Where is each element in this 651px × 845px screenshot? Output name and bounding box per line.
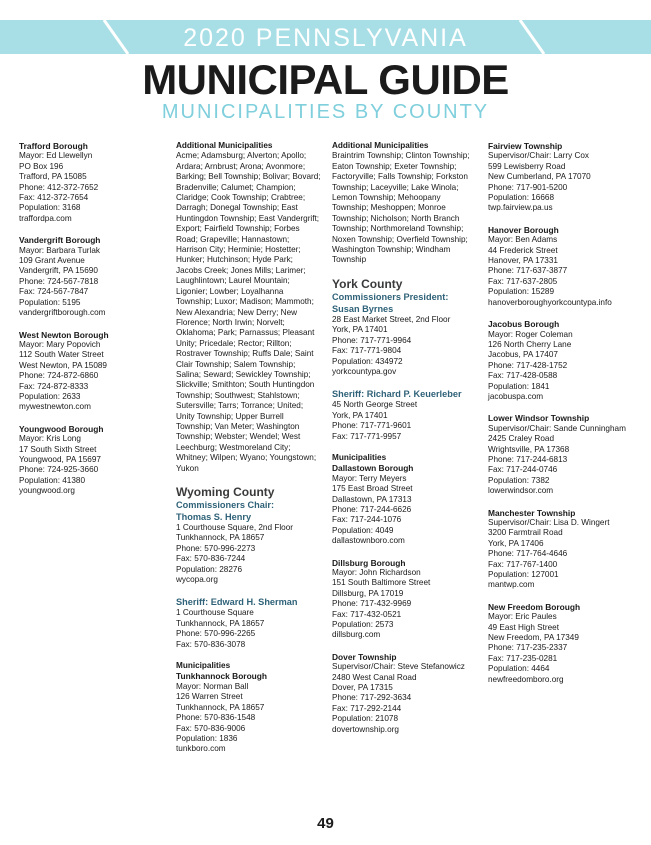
- contact-line: Phone: 717-244-6813: [488, 454, 568, 464]
- contact-line: Population: 21078: [332, 714, 399, 724]
- contact-line: Fax: 570-836-3078: [176, 639, 246, 649]
- contact-line: Fax: 717-428-0588: [488, 371, 558, 381]
- municipality-name: West Newton Borough: [19, 329, 109, 340]
- municipality-entry: [176, 671, 321, 754]
- municipality-entry: [332, 558, 476, 641]
- column-1: [19, 141, 151, 508]
- contact-line: West Newton, PA 15089: [19, 360, 107, 370]
- contact-line: Population: 41380: [19, 475, 86, 485]
- contact-line: jacobuspa.com: [488, 391, 544, 401]
- banner-title: 2020 PENNSLYVANIA: [183, 24, 468, 52]
- contact-line: Phone: 570-996-2273: [176, 543, 256, 553]
- contact-line: Population: 4049: [332, 525, 394, 535]
- sheriff-label: Sheriff: Edward H. Sherman: [176, 597, 298, 608]
- contact-line: Phone: 570-996-2265: [176, 629, 256, 639]
- contact-line: Population: 4464: [488, 664, 550, 674]
- column-4: [488, 141, 632, 696]
- contact-line: Fax: 717-771-9957: [332, 431, 402, 441]
- contact-line: 126 North Cherry Lane: [488, 339, 572, 349]
- contact-line: Vandergrift, PA 15690: [19, 266, 98, 276]
- contact-line: Mayor: Roger Coleman: [488, 329, 573, 339]
- contact-line: Mayor: Kris Long: [19, 434, 81, 444]
- municipality-entry: [488, 319, 632, 402]
- commissioner-contact: [332, 315, 476, 377]
- contact-line: Phone: 717-428-1752: [488, 360, 568, 370]
- commissioner-contact: [176, 523, 321, 585]
- contact-line: mantwp.com: [488, 580, 535, 590]
- municipality-entry: [488, 508, 632, 591]
- contact-line: Fax: 717-771-9804: [332, 346, 402, 356]
- contact-line: Population: 434972: [332, 356, 403, 366]
- municipality-name: Dillsburg Borough: [332, 557, 406, 568]
- contact-line: 17 South Sixth Street: [19, 444, 97, 454]
- contact-line: York, PA 17401: [332, 325, 388, 335]
- contact-line: lowerwindsor.com: [488, 486, 554, 496]
- contact-line: Population: 2633: [19, 391, 81, 401]
- municipality-name: Jacobus Borough: [488, 319, 560, 330]
- contact-line: Phone: 724-872-6860: [19, 371, 99, 381]
- contact-line: yorkcountypa.gov: [332, 366, 397, 376]
- municipalities-label: Municipalities: [332, 452, 387, 462]
- col2-entries: [176, 671, 321, 754]
- contact-line: wycopa.org: [176, 575, 218, 585]
- municipalities-label: Municipalities: [176, 661, 231, 671]
- contact-line: Population: 15289: [488, 287, 555, 297]
- contact-line: 1 Courthouse Square, 2nd Floor: [176, 523, 293, 532]
- contact-line: Population: 127001: [488, 570, 559, 580]
- additional-municipalities-heading: Additional Municipalities: [332, 141, 429, 150]
- contact-line: vandergriftborough.com: [19, 308, 106, 318]
- contact-line: Phone: 724-925-3660: [19, 465, 99, 475]
- municipality-name: New Freedom Borough: [488, 601, 581, 612]
- contact-line: Population: 1841: [488, 381, 550, 391]
- contact-line: Mayor: Ben Adams: [488, 235, 558, 245]
- contact-line: Fax: 412-372-7654: [19, 193, 89, 203]
- contact-line: 44 Frederick Street: [488, 245, 558, 255]
- contact-line: Tunkhannock, PA 18657: [176, 533, 265, 543]
- contact-line: Supervisor/Chair: Lisa D. Wingert: [488, 518, 610, 527]
- header-banner: [0, 0, 651, 54]
- contact-line: 45 North George Street: [332, 400, 418, 410]
- contact-line: tunkboro.com: [176, 744, 226, 754]
- contact-line: 49 East High Street: [488, 622, 559, 632]
- contact-line: Fax: 717-244-1076: [332, 515, 402, 525]
- contact-line: Mayor: Ed Llewellyn: [19, 151, 93, 161]
- col4-entries: [488, 141, 632, 685]
- contact-line: 109 Grant Avenue: [19, 256, 85, 266]
- contact-line: dillsburg.com: [332, 630, 381, 640]
- contact-line: Mayor: Barbara Turlak: [19, 245, 100, 255]
- contact-line: Mayor: Terry Meyers: [332, 473, 407, 483]
- page-subtitle: MUNICIPALITIES BY COUNTY: [161, 101, 490, 123]
- contact-line: Supervisor/Chair: Sande Cunningham: [488, 423, 626, 433]
- municipality-name: Manchester Township: [488, 507, 576, 518]
- contact-line: 2425 Craley Road: [488, 434, 554, 444]
- commissioners-label: Commissioners Chair:: [176, 500, 275, 510]
- contact-line: 2480 West Canal Road: [332, 672, 417, 682]
- municipality-entry: [332, 652, 476, 735]
- contact-line: youngwood.org: [19, 486, 75, 496]
- contact-line: mywestnewton.com: [19, 402, 91, 412]
- municipality-name: Tunkhannock Borough: [176, 671, 268, 682]
- contact-line: Mayor: Norman Ball: [176, 681, 249, 691]
- municipality-name: Hanover Borough: [488, 224, 559, 235]
- contact-line: 599 Lewisberry Road: [488, 161, 566, 171]
- contact-line: Tunkhannock, PA 18657: [176, 618, 265, 628]
- page-title: MUNICIPAL GUIDE: [142, 56, 509, 103]
- municipality-name: Dover Township: [332, 651, 397, 662]
- contact-line: New Cumberland, PA 17070: [488, 172, 591, 182]
- contact-line: 175 East Broad Street: [332, 484, 413, 494]
- municipality-name: Fairview Township: [488, 141, 563, 151]
- municipality-entry: [19, 141, 151, 224]
- contact-line: Fax: 717-637-2805: [488, 276, 558, 286]
- contact-line: Mayor: John Richardson: [332, 568, 421, 577]
- contact-line: Mayor: Mary Popovich: [19, 339, 101, 349]
- commissioner-name: Thomas S. Henry: [176, 512, 252, 522]
- contact-line: Fax: 717-244-0746: [488, 465, 558, 475]
- contact-line: Tunkhannock, PA 18657: [176, 702, 265, 712]
- additional-municipalities-list: Acme; Adamsburg; Alverton; Apollo; Ardara; Arnbrust; Arona; Avonmore; Barking; Bell Township; Bolivar; Bovard; Bradenville; Calumet; Champion; Claridge; Cook Township; Crabtree; Darragh; Donegal Township; East Huntingdon Township; East Vandergrift; Export; Fairfield Township; Forbes Road; Grapeville; Hannastown; Harrison City; Herminie; Hostetter; Hunker; Hutchinson; Hyde Park; Jacobs Creek; Jones Mills; Larimer; Laughlintown; Laurel Mountain; Ligonier; Lowber; Loyalhanna Township; Luxor; Madison; Mammoth; New Alexandria; New Derry; New Florence; North Irwin; Norvelt; Oklahoma; Park; Parnassus; Pleasant Unity; Pricedale; Rector; Rillton; Rostraver Township; Ruffs Dale; Saint Clair Township; Salem Township; Salina; Seward; Sewickley Township; Slickville; Smithton; South Huntingdon Township; Southwest; Stahlstown; Sutersville; Tarrs; Torrance; United; Unity Township; Upper Burrell Township; Van Meter; Washington Township; Webster; Wendel; West Leechburg; Westmoreland City; Whitney; Wilpen; Wyano; Youngstown; Yukon: [176, 151, 321, 473]
- contact-line: Trafford, PA 15085: [19, 172, 87, 182]
- contact-line: Phone: 717-244-6626: [332, 504, 412, 514]
- contact-line: PO Box 196: [19, 161, 64, 171]
- contact-line: Phone: 717-432-9969: [332, 599, 412, 609]
- contact-line: Fax: 724-872-8333: [19, 381, 89, 391]
- municipality-name: Vandergrift Borough: [19, 235, 101, 246]
- contact-line: Mayor: Eric Paules: [488, 612, 557, 622]
- contact-line: Population: 5195: [19, 297, 81, 307]
- sheriff-label: Sheriff: Richard P. Keuerleber: [332, 389, 462, 400]
- contact-line: Population: 16668: [488, 193, 555, 203]
- municipality-name: Trafford Borough: [19, 141, 88, 151]
- contact-line: 28 East Market Street, 2nd Floor: [332, 314, 451, 324]
- municipality-name: Dallastown Borough: [332, 463, 414, 474]
- page-number: 49: [317, 815, 334, 832]
- municipality-name: Lower Windsor Township: [488, 413, 590, 424]
- contact-line: 1 Courthouse Square: [176, 608, 254, 618]
- contact-line: Phone: 717-764-4646: [488, 549, 568, 559]
- contact-line: Fax: 717-235-0281: [488, 653, 558, 663]
- contact-line: Fax: 717-432-0521: [332, 609, 402, 619]
- column-2: [176, 141, 321, 766]
- contact-line: Youngwood, PA 15697: [19, 454, 101, 464]
- contact-line: Phone: 717-771-9601: [332, 421, 412, 431]
- municipality-entry: [488, 413, 632, 496]
- contact-line: Wrightsville, PA 17368: [488, 444, 570, 454]
- column-3: [332, 141, 476, 746]
- municipality-entry: [332, 463, 476, 546]
- contact-line: Phone: 717-235-2337: [488, 643, 568, 653]
- contact-line: Phone: 717-292-3634: [332, 693, 412, 703]
- commissioners-label: Commissioners President:: [332, 291, 449, 302]
- additional-municipalities-heading: Additional Municipalities: [176, 141, 273, 150]
- contact-line: Phone: 717-771-9964: [332, 335, 412, 345]
- contact-line: Fax: 570-836-9006: [176, 723, 246, 733]
- municipality-entry: [19, 424, 151, 497]
- contact-line: hanoverboroughyorkcountypa.info: [488, 297, 612, 307]
- contact-line: Population: 7382: [488, 475, 550, 485]
- col3-entries: [332, 463, 476, 735]
- contact-line: Phone: 412-372-7652: [19, 182, 99, 192]
- contact-line: Jacobus, PA 17407: [488, 350, 558, 360]
- municipality-name: Youngwood Borough: [19, 423, 104, 434]
- contact-line: 126 Warren Street: [176, 692, 243, 702]
- contact-line: 3200 Farmtrail Road: [488, 528, 563, 538]
- contact-line: newfreedomboro.org: [488, 674, 564, 684]
- contact-line: dovertownship.org: [332, 724, 399, 734]
- contact-line: Population: 28276: [176, 564, 243, 574]
- contact-line: Population: 3168: [19, 203, 81, 213]
- contact-line: Fax: 570-836-7244: [176, 554, 246, 564]
- additional-municipalities-list: Braintrim Township; Clinton Township; Eaton Township; Exeter Township; Factoryville; Falls Township; Forkston Township; Laceyville; Lake Winola; Lemon Township; Mehoopany Township; Meshoppen; Monroe Township; Nicholson; North Branch Township; Northmoreland Township; Noxen Township; Overfield Township; Washington Township; Windham Township: [332, 151, 470, 265]
- contact-line: York, PA 17406: [488, 538, 544, 548]
- contact-line: Dallastown, PA 17313: [332, 494, 412, 504]
- contact-line: New Freedom, PA 17349: [488, 633, 579, 643]
- county-name: Wyoming County: [176, 485, 275, 499]
- municipality-entry: [19, 330, 151, 413]
- contact-line: Phone: 724-567-7818: [19, 276, 99, 286]
- contact-line: twp.fairview.pa.us: [488, 203, 553, 213]
- contact-line: Population: 1836: [176, 733, 238, 743]
- county-name: York County: [332, 276, 403, 291]
- municipality-entry: [19, 235, 151, 318]
- commissioner-name: Susan Byrnes: [332, 303, 394, 314]
- contact-line: Dover, PA 17315: [332, 683, 393, 693]
- contact-line: 151 South Baltimore Street: [332, 578, 431, 588]
- contact-line: York, PA 17401: [332, 410, 388, 420]
- contact-line: Phone: 717-901-5200: [488, 182, 568, 192]
- col1-entries: [19, 141, 151, 497]
- contact-line: 112 South Water Street: [19, 350, 104, 360]
- contact-line: Supervisor/Chair: Steve Stefanowicz: [332, 662, 465, 672]
- contact-line: traffordpa.com: [19, 213, 72, 223]
- municipality-entry: [488, 602, 632, 685]
- contact-line: Hanover, PA 17331: [488, 256, 558, 266]
- contact-line: Dillsburg, PA 17019: [332, 588, 404, 598]
- municipality-entry: [488, 141, 632, 214]
- contact-line: Fax: 717-292-2144: [332, 703, 402, 713]
- contact-line: dallastownboro.com: [332, 536, 405, 546]
- contact-line: Population: 2573: [332, 620, 394, 630]
- sheriff-contact: [332, 400, 476, 442]
- contact-line: Phone: 570-836-1548: [176, 713, 256, 723]
- contact-line: Fax: 724-567-7847: [19, 287, 89, 297]
- sheriff-contact: [176, 608, 321, 650]
- contact-line: Fax: 717-767-1400: [488, 559, 558, 569]
- contact-line: Supervisor/Chair: Larry Cox: [488, 151, 590, 161]
- contact-line: Phone: 717-637-3877: [488, 266, 568, 276]
- municipality-entry: [488, 225, 632, 308]
